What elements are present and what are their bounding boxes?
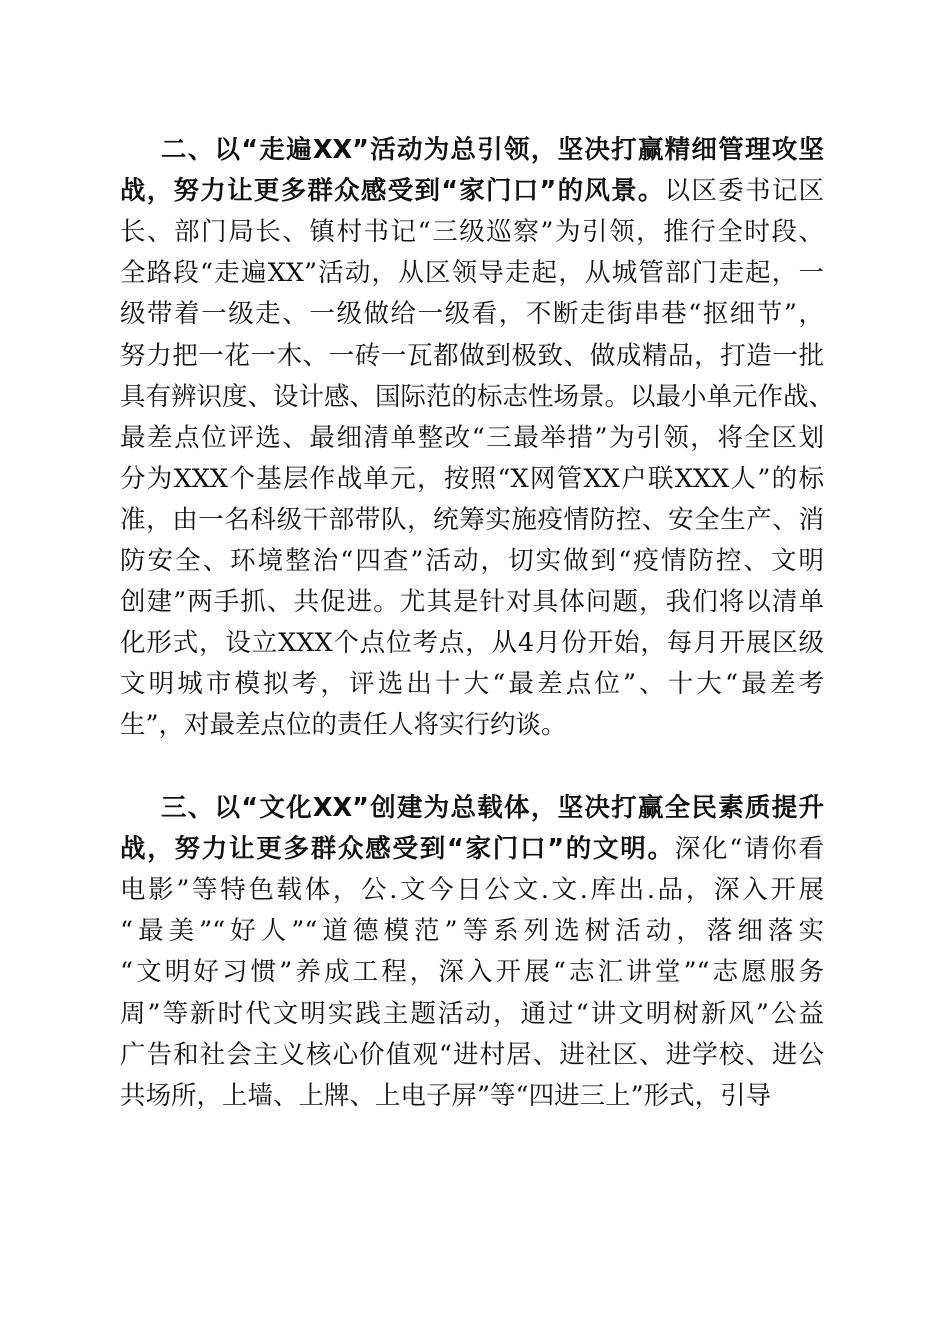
heading-segment: 二、以“走遍XX”活动为总引领，坚决打赢精细管理攻坚 (161, 135, 824, 165)
body-segment: 文明城市模拟考，评选出十大“最差点位”、十大“最差考 (120, 669, 824, 700)
body-segment: 周”等新时代文明实践主题活动，通过“讲文明树新风”公益 (120, 998, 824, 1029)
body-segment: 共场所，上墙、上牌、上电子屏”等“四进三上”形式，引导 (120, 1080, 772, 1111)
line-text (120, 1071, 824, 1121)
line-text (120, 700, 824, 750)
body-segment: 深化“请你看 (674, 834, 824, 865)
heading-segment: 三、以“文化XX”创建为总载体，坚决打赢全民素质提升 (161, 793, 824, 823)
body-segment: 创建”两手抓、共促进。尤其是针对具体问题，我们将以清单 (120, 587, 824, 618)
body-segment: 准，由一名科级干部带队，统筹实施疫情防控、安全生产、消 (120, 504, 824, 535)
body-segment: 生”，对最差点位的责任人将实行约谈。 (120, 710, 567, 741)
body-segment: 级带着一级走、一级做给一级看，不断走街串巷“抠细节”， (120, 299, 824, 330)
body-segment: “文明好习惯”养成工程，深入开展“志汇讲堂”“志愿服务 (120, 957, 824, 988)
body-segment: 分为XXX个基层作战单元，按照“X网管XX户联XXX人”的标 (120, 463, 824, 494)
body-segment: 以区委书记区 (664, 176, 824, 207)
body-segment: 长、部门局长、镇村书记“三级巡察”为引领，推行全时段、 (120, 217, 824, 248)
body-segment: 化形式，设立XXX个点位考点，从4月份开始，每月开展区级 (120, 628, 824, 659)
text-line (0, 700, 950, 750)
body-segment: 防安全、环境整治“四查”活动，切实做到“疫情防控、文明 (120, 546, 824, 576)
heading-segment: 战，努力让更多群众感受到“家门口”的风景。 (120, 176, 665, 207)
body-segment: 广告和社会主义核心价值观“进村居、进社区、进学校、进公 (120, 1039, 824, 1070)
body-segment: 电影”等特色载体，公.文今日公文.文.库出.品，深入开展 (120, 875, 824, 906)
heading-segment: 战，努力让更多群众感受到“家门口”的文明。 (120, 834, 675, 865)
body-segment: 全路段“走遍XX”活动，从区领导走起，从城管部门走起，一 (120, 258, 824, 289)
body-segment: 最差点位评选、最细清单整改“三最举措”为引领，将全区划 (120, 422, 824, 453)
body-segment: 具有辨识度、设计感、国际范的标志性场景。以最小单元作战、 (120, 381, 835, 412)
body-segment: 努力把一花一木、一砖一瓦都做到极致、做成精品，打造一批 (120, 340, 824, 371)
text-line (0, 1071, 950, 1121)
body-segment: “最美”“好人”“道德模范”等系列选树活动，落细落实 (120, 916, 824, 947)
